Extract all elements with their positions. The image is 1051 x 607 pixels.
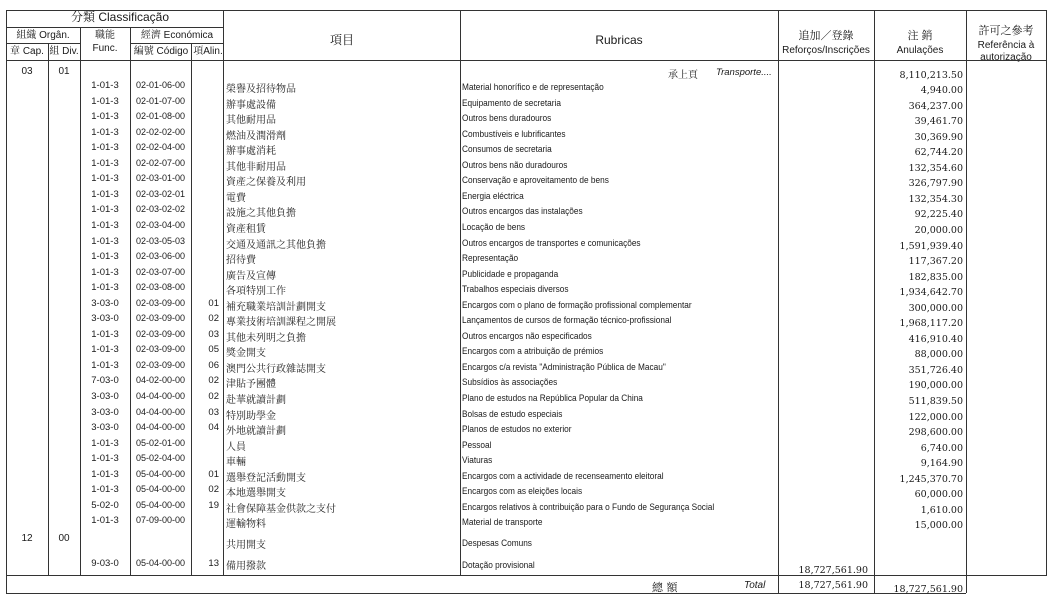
row-zh: 選舉登記活動開支: [226, 472, 306, 484]
row-code: 02-03-09-00: [135, 328, 186, 339]
row-alin: 01: [208, 468, 219, 480]
row-code: 05-04-00-00: [135, 499, 186, 510]
row-code: 04-04-00-00: [135, 422, 186, 433]
row-code: 02-03-09-00: [135, 344, 186, 355]
row-anul: 1,934,642.70: [899, 287, 963, 299]
row-code: 02-02-02-00: [135, 126, 186, 137]
group1-div: 01: [58, 66, 70, 77]
row-anul: 62,744.20: [914, 147, 963, 159]
row-anul: 511,839.50: [908, 396, 963, 407]
row-code: 02-03-02-02: [135, 204, 186, 215]
row-code: 02-03-08-00: [135, 282, 186, 293]
prov-reforco: 18,727,561.90: [798, 565, 868, 576]
header-ref-pt2: autorização: [980, 52, 1032, 63]
total-reforco: 18,727,561.90: [798, 580, 868, 591]
header-rubricas: Rubricas: [595, 33, 643, 47]
row-pt: Outros encargos não especificados: [462, 330, 592, 341]
row-func: 1-01-3: [91, 111, 119, 123]
header-func-zh: 職能: [95, 30, 115, 41]
row-func: 1-01-3: [91, 515, 119, 527]
row-anul: 298,600.00: [908, 427, 963, 439]
row-pt: Encargos com as eleições locais: [462, 486, 583, 497]
row-pt: Outros encargos das instalações: [462, 206, 583, 217]
row-zh: 運輸物料: [226, 519, 266, 531]
row-zh: 各項特別工作: [226, 286, 286, 298]
row-anul: 20,000.00: [914, 224, 963, 236]
col-line: [460, 10, 461, 575]
row-anul: 1,968,117.20: [899, 318, 963, 330]
row-zh: 獎金開支: [226, 348, 266, 360]
row-func: 1-01-3: [91, 344, 119, 356]
prov-code: 05-04-00-00: [135, 558, 186, 568]
row-zh: 辦事處設備: [226, 99, 276, 111]
row-pt: Locação de bens: [462, 221, 526, 232]
row-func: 1-01-3: [91, 468, 119, 480]
row-alin: 19: [208, 499, 219, 511]
row-alin: 02: [208, 391, 219, 402]
row-pt: Pessoal: [462, 439, 492, 450]
row-pt: Representação: [462, 253, 519, 264]
row-zh: 津貼予團體: [226, 379, 276, 391]
group2-cap: 12: [21, 533, 33, 544]
row-pt: Lançamentos de cursos de formação técnico-profissional: [462, 315, 672, 326]
row-func: 7-03-0: [91, 375, 119, 387]
row-code: 04-04-00-00: [135, 391, 186, 401]
row-alin: 04: [208, 422, 219, 434]
group2-zh: 共用開支: [226, 540, 266, 551]
header-economica: 經濟 Económica: [140, 30, 214, 41]
row-code: 02-03-09-00: [135, 297, 186, 308]
row-pt: Material honorífico e de representação: [462, 82, 604, 92]
row-alin: 02: [208, 375, 219, 387]
row-pt: Conservação e aproveitamento de bens: [462, 175, 609, 186]
row-func: 1-01-3: [91, 235, 119, 247]
row-func: 1-01-3: [91, 173, 119, 185]
row-anul: 39,461.70: [914, 116, 963, 128]
row-zh: 廣告及宣傳: [226, 270, 276, 282]
row-func: 1-01-3: [91, 328, 119, 340]
row-zh: 辦事處消耗: [226, 146, 276, 158]
col-line: [6, 10, 7, 593]
row-code: 04-02-00-00: [135, 375, 186, 386]
row-code: 02-02-07-00: [135, 157, 186, 168]
row-func: 1-01-3: [91, 437, 119, 449]
row-anul: 326,797.90: [908, 178, 963, 190]
row-func: 1-01-3: [91, 219, 119, 231]
row-anul: 1,245,370.70: [899, 473, 963, 485]
row-func: 3-03-0: [91, 313, 119, 325]
row-code: 02-03-09-00: [135, 359, 186, 370]
row-alin: 03: [208, 328, 219, 340]
row-anul: 364,237.00: [908, 100, 963, 112]
row-code: 07-09-00-00: [135, 515, 186, 526]
row-func: 5-02-0: [91, 499, 119, 511]
col-line: [778, 10, 779, 593]
row-code: 05-04-00-00: [135, 468, 186, 479]
header-codigo: 編號 Código: [133, 46, 189, 57]
row-func: 1-01-3: [91, 266, 119, 278]
header-ref-zh: 許可之參考: [978, 25, 1034, 37]
row-func: 3-03-0: [91, 406, 119, 418]
row-zh: 榮譽及招待物品: [226, 84, 296, 95]
row-zh: 交通及通訊之其他負擔: [226, 239, 326, 251]
row-anul: 15,000.00: [914, 520, 963, 532]
row-anul: 9,164.90: [920, 458, 963, 470]
row-code: 02-03-01-00: [135, 173, 186, 184]
rule-sub1: [6, 27, 223, 28]
row-func: 1-01-3: [91, 188, 119, 200]
row-zh: 其他非耐用品: [226, 161, 286, 173]
total-anulacoes: 18,727,561.90: [893, 584, 963, 595]
row-anul: 30,369.90: [914, 131, 963, 143]
row-code: 02-03-04-00: [135, 219, 186, 230]
row-alin: 03: [208, 406, 219, 418]
transport-value: 8,110,213.50: [899, 70, 963, 81]
header-ref-pt1: Referência à: [977, 40, 1035, 51]
row-func: 1-01-3: [91, 142, 119, 154]
row-anul: 1,591,939.40: [899, 240, 963, 252]
row-zh: 燃油及潤滑劑: [226, 130, 286, 142]
row-anul: 117,367.20: [908, 256, 963, 268]
row-zh: 其他未列明之負擔: [226, 332, 306, 344]
row-pt: Trabalhos especiais diversos: [462, 284, 569, 295]
row-pt: Outros bens duradouros: [462, 113, 552, 124]
row-code: 02-03-06-00: [135, 251, 186, 262]
row-anul: 60,000.00: [914, 489, 963, 501]
col-line: [1046, 10, 1047, 575]
prov-func: 9-03-0: [91, 558, 119, 569]
row-zh: 車輛: [226, 457, 246, 469]
col-line: [966, 10, 967, 593]
row-code: 05-02-01-00: [135, 437, 186, 448]
header-organ: 組織 Orgân.: [16, 30, 70, 41]
col-line: [80, 27, 81, 575]
row-func: 1-01-3: [91, 157, 119, 169]
row-zh: 設施之其他負擔: [226, 208, 296, 220]
col-line: [223, 10, 224, 575]
row-zh: 招待費: [226, 255, 256, 267]
row-alin: 06: [208, 359, 219, 371]
row-zh: 其他耐用品: [226, 115, 276, 127]
row-func: 1-01-3: [91, 484, 119, 496]
rule-header-bottom: [6, 60, 1047, 61]
rule-sub3: [130, 43, 223, 44]
header-cap: 章 Cap.: [10, 46, 44, 57]
row-code: 02-03-09-00: [135, 313, 186, 324]
row-func: 1-01-3: [91, 251, 119, 263]
row-anul: 6,740.00: [920, 442, 963, 454]
row-func: 1-01-3: [91, 204, 119, 216]
row-alin: 02: [208, 484, 219, 496]
header-xiangmu: 項目: [329, 33, 354, 47]
row-anul: 122,000.00: [908, 411, 963, 423]
row-func: 1-01-3: [91, 282, 119, 294]
row-alin: 05: [208, 344, 219, 356]
row-code: 04-04-00-00: [135, 406, 186, 417]
row-code: 02-03-05-03: [135, 235, 186, 246]
header-reforcos-zh: 追加／登錄: [798, 30, 854, 42]
row-anul: 182,835.00: [908, 271, 963, 283]
row-code: 02-01-08-00: [135, 111, 186, 122]
header-alin: 項Alin.: [193, 46, 223, 57]
row-code: 02-02-04-00: [135, 142, 186, 153]
row-zh: 澳門公共行政雜誌開支: [226, 363, 326, 375]
prov-pt: Dotação provisional: [462, 560, 535, 570]
row-pt: Outros bens não duradouros: [462, 159, 568, 170]
row-pt: Material de transporte: [462, 517, 543, 528]
row-anul: 1,610.00: [920, 504, 963, 516]
row-pt: Encargos com a actividade de recenseamento eleitoral: [462, 470, 664, 481]
transport-zh: 承上頁: [668, 70, 698, 81]
row-anul: 190,000.00: [908, 380, 963, 392]
row-code: 02-01-06-00: [135, 80, 186, 90]
row-anul: 132,354.60: [908, 162, 963, 174]
row-pt: Encargos relativos à contribuição para o Fundo de Segurança Social: [462, 501, 715, 512]
row-zh: 電費: [226, 192, 246, 204]
row-func: 1-01-3: [91, 80, 119, 91]
row-pt: Consumos de secretaria: [462, 144, 552, 155]
row-func: 1-01-3: [91, 359, 119, 371]
transport-pt: Transporte....: [716, 67, 772, 78]
row-pt: Encargos com o plano de formação profissional complementar: [462, 299, 692, 310]
total-zh: 總 額: [652, 581, 678, 594]
row-anul: 300,000.00: [908, 302, 963, 314]
row-pt: Energia eléctrica: [462, 190, 524, 201]
row-alin: 01: [208, 297, 219, 309]
group2-div: 00: [58, 533, 70, 544]
row-anul: 88,000.00: [914, 349, 963, 361]
row-zh: 專業技術培訓課程之開展: [226, 317, 336, 329]
row-code: 02-03-02-01: [135, 188, 186, 199]
header-classificacao: 分類 Classificação: [70, 10, 170, 24]
row-zh: 補充職業培訓計劃開支: [226, 301, 326, 313]
row-pt: Outros encargos de transportes e comunicações: [462, 237, 641, 248]
row-pt: Equipamento de secretaria: [462, 97, 561, 108]
header-reforcos-pt: Reforços/Inscrições: [782, 45, 870, 56]
col-line: [48, 43, 49, 575]
row-func: 1-01-3: [91, 95, 119, 107]
row-anul: 416,910.40: [908, 333, 963, 345]
row-zh: 人員: [226, 441, 246, 453]
row-pt: Combustíveis e lubrificantes: [462, 128, 566, 139]
row-alin: 02: [208, 313, 219, 325]
row-pt: Encargos com a atribuição de prémios: [462, 346, 604, 357]
row-pt: Planos de estudos no exterior: [462, 424, 572, 435]
group2-pt: Despesas Comuns: [462, 538, 532, 548]
row-code: 05-02-04-00: [135, 453, 186, 464]
rule-total-bottom: [6, 593, 966, 594]
row-func: 3-03-0: [91, 297, 119, 309]
rule-top: [6, 10, 1047, 11]
header-div: 組 Div.: [49, 46, 79, 57]
row-zh: 外地就讀計劃: [226, 426, 286, 438]
row-zh: 資產租賃: [226, 223, 266, 235]
header-anulacoes-pt: Anulações: [896, 45, 944, 56]
row-func: 3-03-0: [91, 391, 119, 402]
row-code: 02-01-07-00: [135, 95, 186, 106]
row-func: 1-01-3: [91, 126, 119, 138]
row-zh: 特別助學金: [226, 410, 276, 422]
row-code: 02-03-07-00: [135, 266, 186, 277]
header-func-pt: Func.: [92, 43, 118, 54]
row-zh: 社會保障基金供款之支付: [226, 503, 336, 515]
rule-total-top: [6, 575, 1047, 576]
row-code: 05-04-00-00: [135, 484, 186, 495]
row-zh: 本地選舉開支: [226, 488, 286, 500]
row-anul: 132,354.30: [908, 193, 963, 205]
rule-sub2: [6, 43, 80, 44]
row-pt: Viaturas: [462, 455, 493, 466]
row-func: 1-01-3: [91, 453, 119, 465]
header-anulacoes-zh: 注 銷: [907, 30, 933, 42]
row-pt: Bolsas de estudo especiais: [462, 408, 563, 419]
row-anul: 92,225.40: [914, 209, 963, 221]
row-anul: 4,940.00: [920, 85, 963, 96]
row-zh: 資產之保養及利用: [226, 177, 306, 189]
row-pt: Plano de estudos na República Popular da China: [462, 393, 643, 403]
row-pt: Subsídios às associações: [462, 377, 558, 388]
row-anul: 351,726.40: [908, 364, 963, 376]
row-pt: Publicidade e propaganda: [462, 268, 559, 279]
row-pt: Encargos c/a revista "Administração Pública de Macau": [462, 361, 666, 372]
total-pt: Total: [744, 580, 766, 591]
group1-cap: 03: [21, 66, 33, 77]
row-func: 3-03-0: [91, 422, 119, 434]
row-zh: 赴華就讀計劃: [226, 395, 286, 406]
prov-alin: 13: [208, 558, 219, 569]
prov-zh: 備用撥款: [226, 561, 266, 572]
